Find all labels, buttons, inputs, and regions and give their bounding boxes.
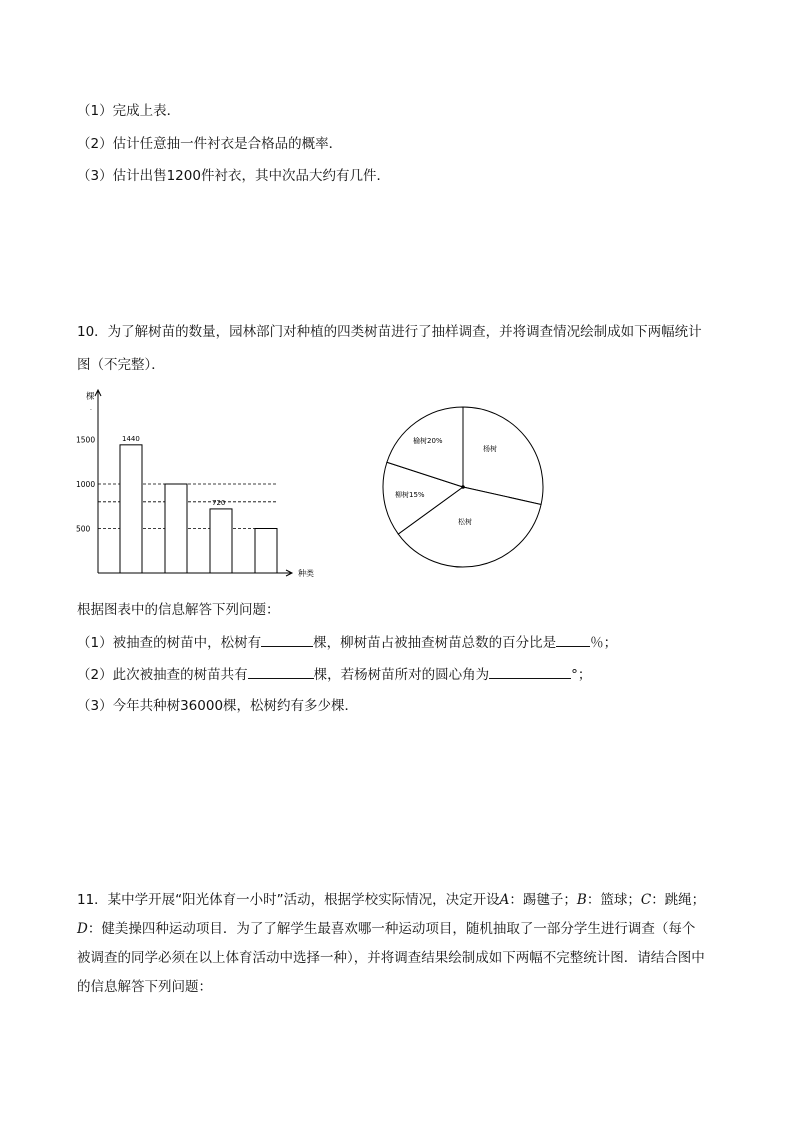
- bar-chart: [70, 384, 330, 584]
- answer-blank[interactable]: [248, 664, 314, 679]
- pie-label-song: 松树: [458, 518, 472, 526]
- y-tick-label: 1000: [76, 480, 96, 489]
- q11-line2: D：健美操四种运动项目．为了了解学生最喜欢哪一种运动项目，随机抽取了一部分学生进行调查（每个: [77, 921, 696, 937]
- q9-item-2: （2）估计任意抽一件衬衣是合格品的概率．: [77, 136, 343, 152]
- y-axis-label: 棵: [86, 392, 95, 402]
- y-tick-label: 1500: [76, 435, 96, 445]
- q10-sub3: （3）今年共种树36000棵，松树约有多少棵．: [77, 698, 359, 714]
- bar-2: [210, 509, 232, 573]
- q10-stem-line1: 10．为了解树苗的数量，园林部门对种植的四类树苗进行了抽样调查，并将调查情况绘制成如下两幅统计: [77, 324, 702, 340]
- bar-0: [120, 445, 142, 573]
- q10-stem-line2: 图（不完整）．: [77, 357, 165, 373]
- q10-sub2: （2）此次被抽查的树苗共有 棵，若杨树苗所对的圆心角为 °；: [77, 664, 591, 685]
- pie-center: [461, 485, 465, 489]
- pie-label-liu: 柳树15%: [395, 491, 425, 499]
- q10-intro: 根据图表中的信息解答下列问题：: [77, 602, 280, 618]
- x-axis-label: 种类: [298, 569, 314, 578]
- bar-3: [255, 529, 277, 574]
- q11-line3: 被调查的同学必须在以上体育活动中选择一种），并将调查结果绘制成如下两幅不完整统计图．请结合图中: [77, 950, 705, 966]
- bar-data-label: 1440: [122, 434, 140, 443]
- q10-sub1: （1）被抽查的树苗中，松树有 棵，柳树苗占被抽查树苗总数的百分比是 ％；: [77, 632, 617, 653]
- pie-chart: [373, 398, 553, 578]
- answer-blank[interactable]: [489, 664, 571, 679]
- y-tick-label: 500: [76, 524, 91, 534]
- answer-blank[interactable]: [261, 632, 313, 647]
- q9-item-1: （1）完成上表．: [77, 103, 181, 119]
- pie-label-yang: 杨树: [483, 445, 497, 453]
- y-axis-label-dot: .: [90, 405, 92, 412]
- q11-stem: [77, 886, 727, 1002]
- q11-line4: 的信息解答下列问题：: [77, 979, 212, 995]
- q11-line1: 11．某中学开展“阳光体育一小时”活动，根据学校实际情况，决定开设A：踢毽子；B：篮球；C：跳绳；: [77, 892, 706, 908]
- pie-label-yu: 榆树20%: [413, 437, 443, 445]
- q9-item-3: （3）估计出售1200件衬衣，其中次品大约有几件．: [77, 168, 390, 184]
- answer-blank[interactable]: [556, 632, 590, 647]
- bar-1: [165, 484, 187, 573]
- bar-data-label: 720: [212, 498, 226, 507]
